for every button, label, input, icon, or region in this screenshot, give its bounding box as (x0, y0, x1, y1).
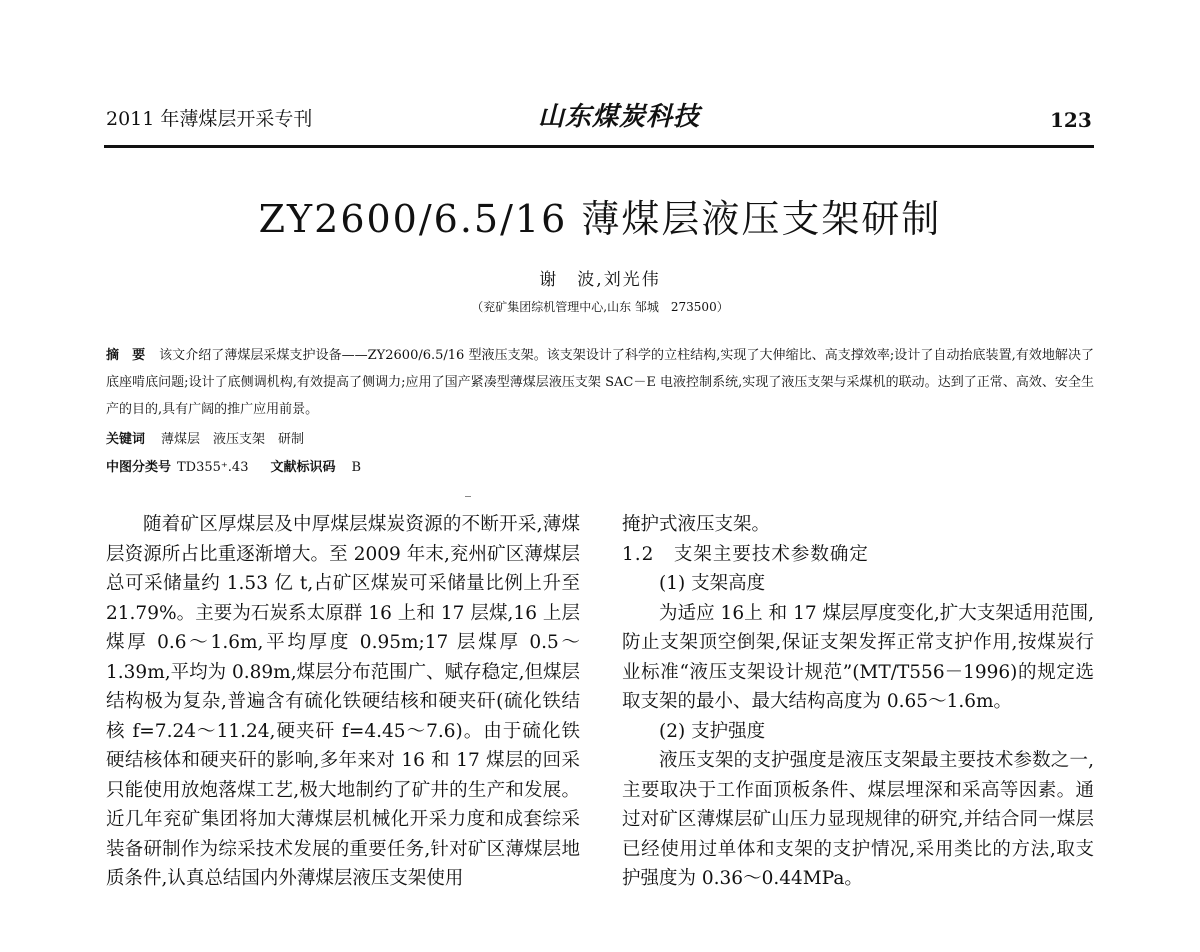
abstract-text: 该文介绍了薄煤层采煤支护设备——ZY2600/6.5/16 型液压支架。该支架设计了科学的立柱结构,实现了大伸缩比、高支撑效率;设计了自动抬底装置,有效地解决了底座啃底问题;设计了底侧调机构,有效提高了侧调力;应用了国产紧凑型薄煤层液压支架 SAC－E 电液控制系统,实现了液压支架与采煤机的联动。达到了正常、高效、安全生产的目的,具有广阔的推广应用前景。 (106, 348, 1094, 417)
doc-code-label: 文献标识码 (270, 460, 336, 475)
keywords-line (106, 428, 304, 447)
header-rule (104, 145, 1094, 148)
intro-paragraph: 随着矿区厚煤层及中厚煤层煤炭资源的不断开采,薄煤层资源所占比重逐渐增大。至 2009 年末,兖州矿区薄煤层总可采储量约 1.53 亿 t,占矿区煤炭可采储量比例上升至 21.79%。主要为石炭系太原群 16 上和 17 层煤,16 上层煤厚 0.6～1.6m,平均厚度 0.95m;17 层煤厚 0.5～1.39m,平均为 0.89m,煤层分布范围广、赋存稳定,但煤层结构极为复杂,普遍含有硫化铁硬结核和硬夹矸(硫化铁结核 f=7.24～11.24,硬夹矸 f=4.45～7.6)。由于硫化铁硬结核体和硬夹矸的影响,多年来对 16 和 17 煤层的回采只能使用放炮落煤工艺,极大地制约了矿井的生产和发展。近几年兖矿集团将加大薄煤层机械化开采力度和成套综采装备研制作为综采技术发展的重要任务,针对矿区薄煤层地质条件,认真总结国内外薄煤层液压支架使用 (106, 514, 580, 889)
height-paragraph: 为适应 16上 和 17 煤层厚度变化,扩大支架适用范围,防止支架顶空倒架,保证支架发挥正常支护作用,按煤炭行业标准“液压支架设计规范”(MT/T556－1996)的规定选取支架的最小、最大结构高度为 0.65～1.6m。 (622, 602, 1094, 712)
running-header-issue: 2011 年薄煤层开采专刊 (106, 108, 313, 130)
subsection-heading-strength: (2) 支护强度 (659, 720, 766, 742)
continuation-text: 掩护式液压支架。 (622, 514, 771, 535)
keywords-text: 薄煤层 液压支架 研制 (161, 432, 305, 447)
clc-value: TD355⁺.43 (177, 460, 249, 475)
page-number: 123 (1050, 108, 1092, 132)
classification-line (106, 456, 361, 475)
article-title: ZY2600/6.5/16 薄煤层液压支架研制 (258, 197, 942, 241)
separator-mark (465, 496, 471, 497)
clc-label: 中图分类号 (106, 460, 172, 475)
right-column (622, 510, 1094, 894)
abstract (106, 342, 1094, 423)
author-affiliation: （兖矿集团综机管理中心,山东 邹城 273500） (471, 300, 729, 314)
strength-paragraph: 液压支架的支护强度是液压支架最主要技术参数之一,主要取决于工作面顶板条件、煤层埋深和采高等因素。通过对矿区薄煤层矿山压力显现规律的研究,并结合同一煤层已经使用过单体和支架的支护情况,采用类比的方法,取支护强度为 0.36～0.44MPa。 (622, 750, 1094, 889)
journal-logo: 山东煤炭科技 (538, 102, 701, 132)
section-heading: 1.2 支架主要技术参数确定 (622, 543, 869, 565)
left-column (106, 510, 580, 894)
article-authors: 谢 波,刘光伟 (539, 270, 661, 290)
doc-code-value: B (351, 460, 362, 475)
abstract-label: 摘 要 (106, 348, 146, 363)
keywords-label: 关键词 (106, 432, 146, 447)
subsection-heading-height: (1) 支架高度 (659, 573, 766, 594)
